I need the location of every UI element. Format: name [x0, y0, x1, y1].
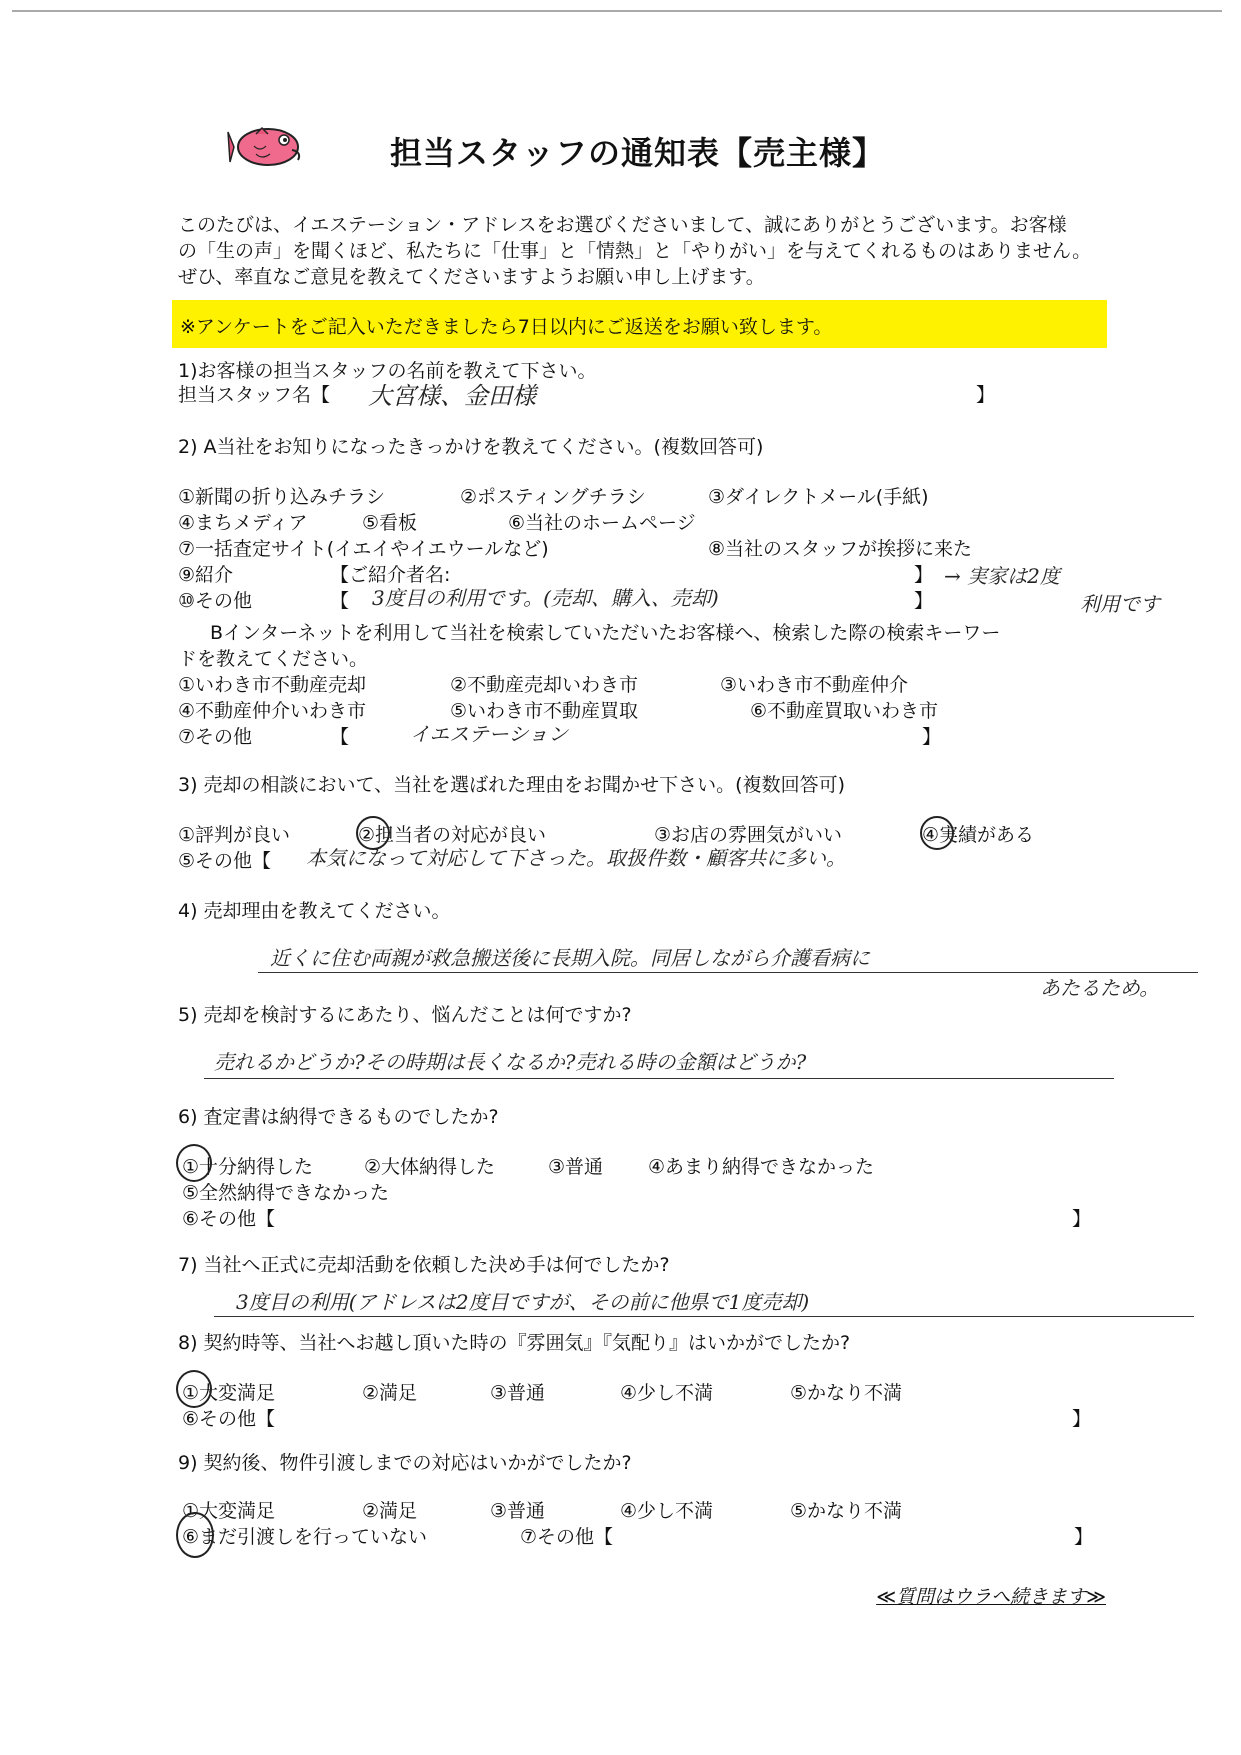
- q5-answer-rule: [204, 1078, 1114, 1079]
- q2b-other-answer: イエステーション: [410, 722, 568, 746]
- q8-question: 8) 契約時等、当社へお越し頂いた時の『雰囲気』『気配り』はいかがでしたか?: [178, 1332, 851, 1354]
- q9-other-close: 】: [1074, 1526, 1094, 1548]
- q2-question: 2) A当社をお知りになったきっかけを教えてください。(複数回答可): [178, 436, 764, 458]
- q7-answer: 3度目の利用(アドレスは2度目ですが、その前に他県で1度売却): [236, 1290, 810, 1314]
- q6-option-1: ①十分納得した: [182, 1156, 314, 1178]
- q2-option-6: ⑥当社のホームページ: [508, 512, 696, 534]
- q2b-other-open: 【: [330, 726, 350, 748]
- q9-question: 9) 契約後、物件引渡しまでの対応はいかがでしたか?: [178, 1452, 632, 1474]
- q6-option-5: ⑤全然納得できなかった: [182, 1182, 390, 1204]
- q1-answer: 大宮様、金田様: [368, 382, 536, 410]
- q1-label: 担当スタッフ名【: [178, 384, 331, 406]
- q4-answer-1: 近くに住む両親が救急搬送後に長期入院。同居しながら介護看病に: [270, 946, 870, 970]
- q2b-option-2: ②不動産売却いわき市: [450, 674, 639, 696]
- q6-question: 6) 査定書は納得できるものでしたか?: [178, 1106, 499, 1128]
- q2b-option-3: ③いわき市不動産仲介: [720, 674, 909, 696]
- q2-other-note-1: → 実家は2度: [944, 564, 1060, 588]
- q8-option-3: ③普通: [490, 1382, 546, 1404]
- q3-option-4: ④実績がある: [922, 824, 1035, 846]
- q2-other-answer: 3度目の利用です。(売却、購入、売却): [372, 586, 719, 610]
- q2b-question-2: ドを教えてください。: [178, 648, 369, 670]
- q2b-option-4: ④不動産仲介いわき市: [178, 700, 367, 722]
- q8-other-label: ⑥その他【: [182, 1408, 276, 1430]
- q2-introducer-label: 【ご紹介者名:: [330, 564, 451, 586]
- q9-option-3: ③普通: [490, 1500, 546, 1522]
- q2b-option-1: ①いわき市不動産売却: [178, 674, 367, 696]
- q3-option-1: ①評判が良い: [178, 824, 291, 846]
- q2-option-7: ⑦一括査定サイト(イエイやイエウールなど): [178, 538, 549, 560]
- q1-close: 】: [976, 384, 996, 406]
- q8-other-close: 】: [1072, 1408, 1092, 1430]
- q8-option-5: ⑤かなり不満: [790, 1382, 903, 1404]
- q1-question: 1)お客様の担当スタッフの名前を教えて下さい。: [178, 360, 597, 382]
- q2b-option-7: ⑦その他: [178, 726, 253, 748]
- scan-edge-line: [12, 10, 1222, 12]
- q2-option-8: ⑧当社のスタッフが挨拶に来た: [708, 538, 973, 560]
- q9-other-label: ⑦その他【: [520, 1526, 614, 1548]
- q3-option-2: ②担当者の対応が良い: [358, 824, 547, 846]
- q9-option-6-circle: [176, 1512, 214, 1558]
- q7-answer-rule: [214, 1316, 1194, 1317]
- q6-option-2: ②大体納得した: [364, 1156, 496, 1178]
- q2-option-9: ⑨紹介: [178, 564, 234, 586]
- q5-question: 5) 売却を検討するにあたり、悩んだことは何ですか?: [178, 1004, 632, 1026]
- q6-other-label: ⑥その他【: [182, 1208, 276, 1230]
- q6-other-close: 】: [1072, 1208, 1092, 1230]
- q2-option-2: ②ポスティングチラシ: [460, 486, 646, 508]
- q9-option-1: ①大変満足: [182, 1500, 276, 1522]
- q2-option-10: ⑩その他: [178, 590, 253, 612]
- q2b-question-1: Bインターネットを利用して当社を検索していただいたお客様へ、検索した際の検索キーワー: [210, 622, 1001, 644]
- q2-other-open: 【: [330, 590, 350, 612]
- q8-option-4: ④少し不満: [620, 1382, 714, 1404]
- q6-option-4: ④あまり納得できなかった: [648, 1156, 875, 1178]
- intro-line-2: の「生の声」を聞くほど、私たちに「仕事」と「情熱」と「やりがい」を与えてくれるものはありません。: [178, 240, 1092, 262]
- q2-option-1: ①新聞の折り込みチラシ: [178, 486, 386, 508]
- q3-other-answer: 本気になって対応して下さった。取扱件数・顧客共に多い。: [306, 846, 846, 870]
- q7-question: 7) 当社へ正式に売却活動を依頼した決め手は何でしたか?: [178, 1254, 670, 1276]
- notice-text: ※アンケートをご記入いただきましたら7日以内にご返送をお願い致します。: [180, 316, 833, 338]
- q5-answer: 売れるかどうか?その時期は長くなるか?売れる時の金額はどうか?: [214, 1050, 807, 1074]
- q2b-other-close: 】: [922, 726, 942, 748]
- q3-option-4-circle: [920, 816, 954, 850]
- q9-option-4: ④少し不満: [620, 1500, 714, 1522]
- continued-on-back: ≪質問はウラへ続きます≫: [876, 1586, 1106, 1608]
- notice-banner: [172, 300, 1107, 348]
- q2-option-5: ⑤看板: [362, 512, 418, 534]
- q2b-option-6: ⑥不動産買取いわき市: [750, 700, 939, 722]
- q2-other-close: 】: [914, 590, 934, 612]
- fish-mascot-icon: [226, 122, 306, 172]
- q4-answer-2: あたるため。: [1040, 976, 1160, 1000]
- q9-option-6: ⑥まだ引渡しを行っていない: [182, 1526, 428, 1548]
- intro-line-1: このたびは、イエステーション・アドレスをお選びくださいまして、誠にありがとうございます。お客様: [178, 214, 1067, 236]
- q6-option-3: ③普通: [548, 1156, 604, 1178]
- q2b-option-5: ⑤いわき市不動産買取: [450, 700, 639, 722]
- q3-other-label: ⑤その他【: [178, 850, 272, 872]
- q8-option-1: ①大変満足: [182, 1382, 276, 1404]
- q3-option-3: ③お店の雰囲気がいい: [654, 824, 843, 846]
- q2-introducer-close: 】: [914, 564, 934, 586]
- page-title: 担当スタッフの通知表【売主様】: [390, 134, 886, 172]
- q2-option-3: ③ダイレクトメール(手紙): [708, 486, 929, 508]
- q2-other-note-2: 利用です: [1080, 592, 1160, 616]
- q2-option-4: ④まちメディア: [178, 512, 308, 534]
- q9-option-5: ⑤かなり不満: [790, 1500, 903, 1522]
- q6-option-1-circle: [176, 1144, 212, 1182]
- q8-option-1-circle: [176, 1370, 212, 1408]
- q9-option-2: ②満足: [362, 1500, 418, 1522]
- q8-option-2: ②満足: [362, 1382, 418, 1404]
- q3-question: 3) 売却の相談において、当社を選ばれた理由をお聞かせ下さい。(複数回答可): [178, 774, 845, 796]
- intro-line-3: ぜひ、率直なご意見を教えてくださいますようお願い申し上げます。: [178, 266, 765, 288]
- q4-question: 4) 売却理由を教えてください。: [178, 900, 451, 922]
